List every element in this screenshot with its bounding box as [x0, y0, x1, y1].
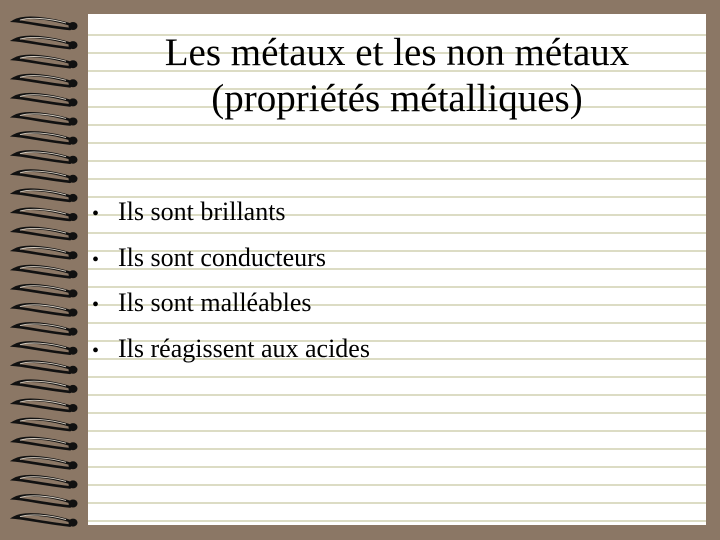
bullet-item: [92, 285, 370, 331]
binding-ring: [14, 476, 78, 488]
binding-ring: [14, 94, 78, 106]
bullet-mark: •: [92, 340, 100, 363]
binding-ring: [14, 400, 78, 412]
binding-ring: [14, 438, 78, 450]
binding-ring: [14, 171, 78, 183]
bullet-item: [92, 194, 370, 240]
bullet-text: Ils sont malléables: [118, 288, 312, 318]
binding-ring: [14, 75, 78, 87]
binding-ring: [14, 381, 78, 393]
binding-ring: [14, 132, 78, 144]
bullet-mark: •: [92, 203, 100, 225]
binding-ring: [14, 419, 78, 431]
bullet-item: [92, 240, 370, 286]
bullet-text: Ils sont brillants: [118, 197, 286, 226]
binding-ring: [14, 285, 78, 297]
bullet-list: [92, 194, 370, 377]
bullet-mark: •: [92, 248, 100, 271]
binding-ring: [14, 190, 78, 202]
binding-ring: [14, 266, 78, 278]
bullet-text: Ils réagissent aux acides: [118, 334, 370, 364]
binding-ring: [14, 495, 78, 507]
binding-ring: [14, 37, 78, 49]
slide-title: [88, 30, 706, 122]
binding-ring: [14, 304, 78, 316]
binding-ring: [14, 457, 78, 469]
binding-ring: [14, 247, 78, 259]
title-line-2: (propriétés métalliques): [211, 77, 583, 120]
binding-ring: [14, 113, 78, 125]
binding-ring: [14, 342, 78, 354]
binding-ring: [14, 514, 78, 526]
spiral-binding-icon: [0, 0, 100, 540]
binding-ring: [14, 18, 78, 30]
binding-ring: [14, 362, 78, 374]
bullet-item: [92, 331, 370, 377]
binding-ring: [14, 56, 78, 68]
binding-ring: [14, 209, 78, 221]
binding-ring: [14, 151, 78, 163]
bullet-text: Ils sont conducteurs: [118, 242, 326, 272]
bullet-mark: •: [92, 294, 100, 317]
binding-ring: [14, 323, 78, 335]
title-line-1: Les métaux et les non métaux: [164, 31, 630, 74]
binding-ring: [14, 228, 78, 240]
